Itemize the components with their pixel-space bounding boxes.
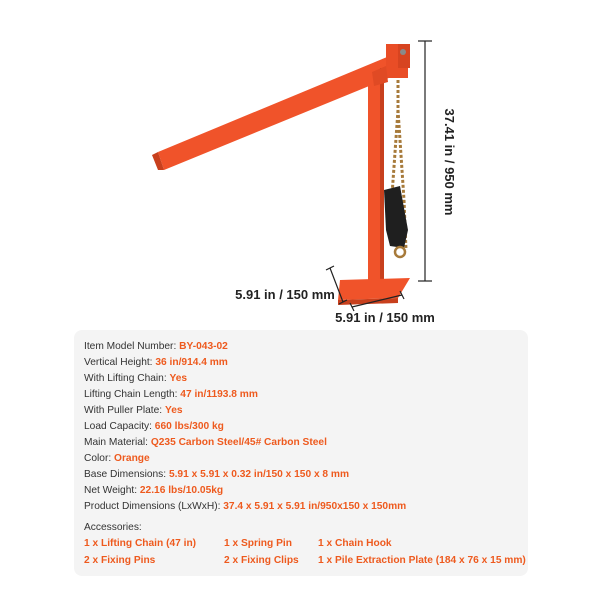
spec-row-product-dimensions: Product Dimensions (LxWxH): 37.4 x 5.91 x 5.91 in/950x150 x 150mm xyxy=(84,501,407,512)
base-width-label: 5.91 in / 150 mm xyxy=(335,310,435,325)
accessory-item: 1 x Pile Extraction Plate (184 x 76 x 15 mm) xyxy=(318,555,526,566)
spec-row-lifting-chain: With Lifting Chain: Yes xyxy=(84,373,188,384)
head-bracket-plate xyxy=(398,44,410,68)
chain-hook-icon xyxy=(395,247,405,257)
spec-row-vertical-height: Vertical Height: 36 in/914.4 mm xyxy=(84,357,228,368)
lever-arm xyxy=(158,55,396,170)
base-plate xyxy=(338,278,410,300)
spec-row-base-dimensions: Base Dimensions: 5.91 x 5.91 x 0.32 in/150 x 150 x 8 mm xyxy=(84,469,350,480)
vertical-post-shade xyxy=(380,68,384,290)
spec-row-net-weight: Net Weight: 22.16 lbs/10.05kg xyxy=(84,485,224,496)
accessory-item: 2 x Fixing Pins xyxy=(84,555,156,566)
base-depth-label: 5.91 in / 150 mm xyxy=(235,287,335,302)
accessory-item: 1 x Chain Hook xyxy=(318,538,392,549)
accessory-item: 1 x Spring Pin xyxy=(224,538,292,549)
spec-row-model: Item Model Number: BY-043-02 xyxy=(84,341,228,352)
spec-row-material: Main Material: Q235 Carbon Steel/45# Carbon Steel xyxy=(84,437,327,448)
accessory-item: 2 x Fixing Clips xyxy=(224,555,299,566)
spec-row-puller-plate: With Puller Plate: Yes xyxy=(84,405,183,416)
spec-row-load-capacity: Load Capacity: 660 lbs/300 kg xyxy=(84,421,224,432)
pin-icon xyxy=(400,49,406,55)
accessory-item: 1 x Lifting Chain (47 in) xyxy=(84,538,197,549)
accessories-title: Accessories: xyxy=(84,522,142,533)
spec-row-color: Color: Orange xyxy=(84,453,150,464)
height-dimension xyxy=(418,41,432,281)
spec-row-chain-length: Lifting Chain Length: 47 in/1193.8 mm xyxy=(84,389,258,400)
height-label: 37.41 in / 950 mm xyxy=(442,108,457,216)
